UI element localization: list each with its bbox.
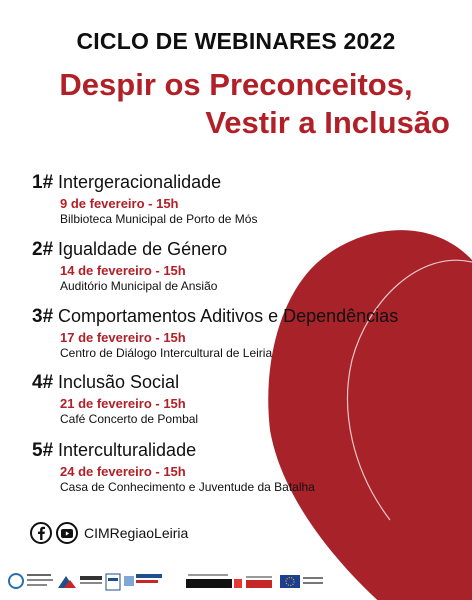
main-title-line1: Despir os Preconceitos,	[59, 67, 413, 102]
session-number: 5#	[32, 440, 54, 461]
session-date: 14 de fevereiro - 15h	[60, 263, 186, 278]
session-venue: Casa de Conhecimento e Juventude da Batalha	[60, 480, 315, 494]
session-number: 3#	[32, 306, 54, 327]
session-date: 24 de fevereiro - 15h	[60, 464, 186, 479]
session-number: 1#	[32, 172, 54, 193]
series-title: CICLO DE WEBINARES 2022	[76, 28, 396, 54]
session-number: 2#	[32, 239, 54, 260]
facebook-icon[interactable]	[30, 522, 52, 544]
session-date: 21 de fevereiro - 15h	[60, 396, 186, 411]
session-topic: Igualdade de Género	[58, 239, 228, 259]
youtube-icon[interactable]	[56, 522, 78, 544]
heart-shape	[268, 230, 472, 600]
session-date: 9 de fevereiro - 15h	[60, 196, 179, 211]
session-date: 17 de fevereiro - 15h	[60, 330, 186, 345]
main-title-line2: Vestir a Inclusão	[205, 105, 450, 140]
session-venue: Centro de Diálogo Intercultural de Leiria	[60, 346, 273, 360]
social-links	[30, 520, 188, 546]
partner-logo-strip	[0, 562, 472, 600]
partner-logos	[0, 562, 472, 600]
header	[0, 28, 472, 55]
session-venue: Bilbioteca Municipal de Porto de Mós	[60, 212, 258, 226]
session-topic: Intergeracionalidade	[58, 172, 222, 192]
session-topic: Interculturalidade	[58, 440, 197, 460]
session-venue: Auditório Municipal de Ansião	[60, 279, 218, 293]
social-handle[interactable]: CIMRegiaoLeiria	[84, 525, 189, 541]
session-topic: Inclusão Social	[58, 372, 180, 392]
session-topic: Comportamentos Aditivos e Dependências	[58, 306, 399, 326]
session-venue: Café Concerto de Pombal	[60, 412, 199, 426]
session-number: 4#	[32, 372, 54, 393]
